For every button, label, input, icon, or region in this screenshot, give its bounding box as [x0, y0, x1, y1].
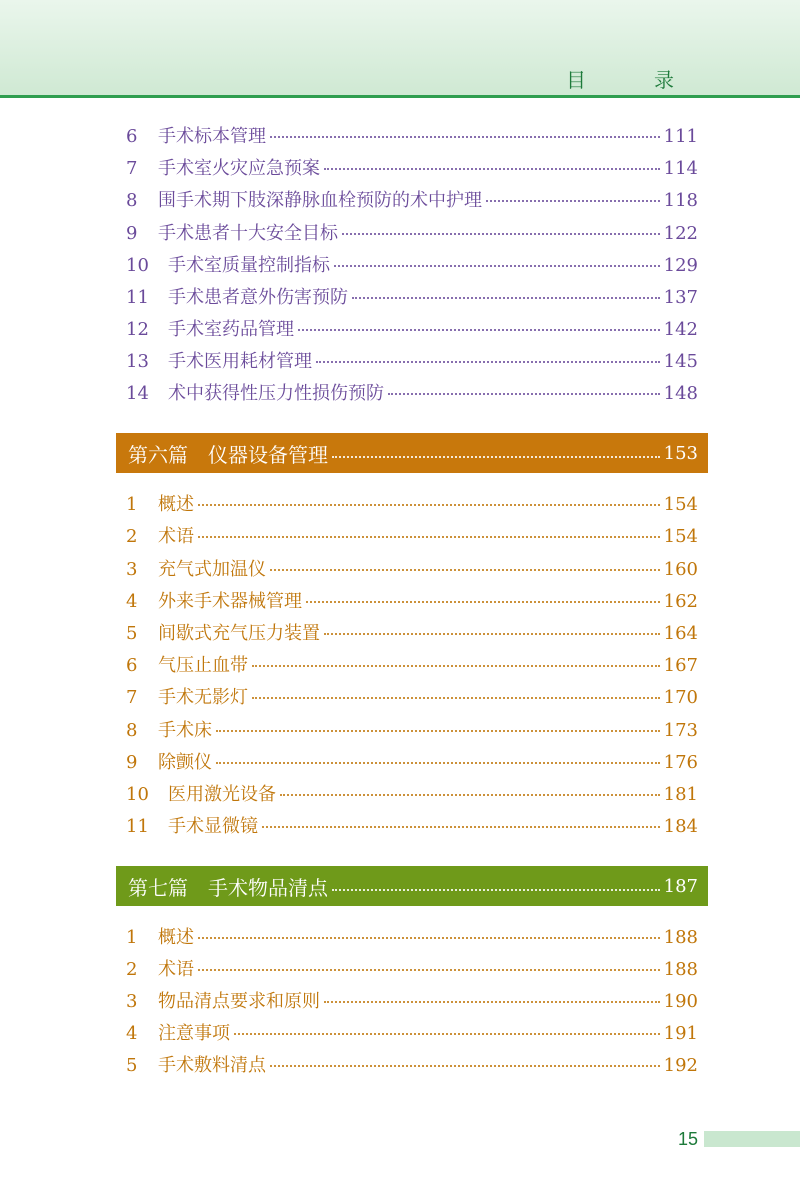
section-heading-6[interactable]: [116, 433, 708, 473]
toc-entry[interactable]: [126, 122, 698, 150]
entry-number: 11: [126, 816, 149, 837]
entry-number: 9: [126, 223, 138, 244]
entry-page: 164: [663, 623, 698, 644]
leader-dots: [352, 297, 660, 299]
leader-dots: [252, 697, 660, 699]
leader-dots: [334, 265, 660, 267]
entry-number: 14: [126, 383, 149, 404]
entry-title: 术中获得性压力性损伤预防: [168, 383, 384, 404]
section-page: 153: [663, 442, 698, 464]
entry-number: 5: [126, 623, 138, 644]
entry-title: 手术敷料清点: [158, 1055, 266, 1076]
toc-entry[interactable]: [126, 186, 698, 214]
entry-page: 188: [663, 927, 698, 948]
leader-dots: [316, 361, 660, 363]
entry-page: 191: [663, 1023, 698, 1044]
entry-page: 145: [663, 351, 698, 372]
toc-entry[interactable]: [126, 748, 698, 776]
entry-number: 4: [126, 1023, 138, 1044]
entry-number: 3: [126, 991, 138, 1012]
leader-dots: [270, 569, 660, 571]
toc-entry[interactable]: [126, 555, 698, 583]
entry-number: 8: [126, 190, 138, 211]
entry-title: 术语: [158, 526, 194, 547]
leader-dots: [306, 601, 660, 603]
toc-entry[interactable]: [126, 1051, 698, 1079]
entry-title: 外来手术器械管理: [158, 591, 302, 612]
page-number: 15: [678, 1129, 699, 1149]
leader-dots: [198, 536, 660, 538]
entry-number: 8: [126, 720, 138, 741]
entry-page: 118: [663, 190, 698, 211]
toc-entry[interactable]: [126, 283, 698, 311]
entry-page: 137: [663, 287, 698, 308]
entry-title: 充气式加温仪: [158, 559, 266, 580]
toc-entry[interactable]: [126, 716, 698, 744]
entry-page: 154: [663, 526, 698, 547]
entry-number: 11: [126, 287, 149, 308]
entry-title: 手术患者意外伤害预防: [168, 287, 348, 308]
toc-entry[interactable]: [126, 587, 698, 615]
entry-title: 医用激光设备: [168, 784, 276, 805]
entry-page: 184: [663, 816, 698, 837]
entry-number: 3: [126, 559, 138, 580]
entry-number: 1: [126, 494, 138, 515]
entry-page: 173: [663, 720, 698, 741]
entry-title: 手术无影灯: [158, 687, 248, 708]
leader-dots: [216, 762, 660, 764]
entry-number: 6: [126, 126, 138, 147]
entry-number: 4: [126, 591, 138, 612]
entry-page: 181: [663, 784, 698, 805]
entry-page: 142: [663, 319, 698, 340]
entry-title: 气压止血带: [158, 655, 248, 676]
leader-dots: [324, 168, 660, 170]
entry-page: 170: [663, 687, 698, 708]
leader-dots: [234, 1033, 660, 1035]
entry-page: 129: [663, 255, 698, 276]
header-rule: [0, 95, 800, 98]
entry-title: 概述: [158, 927, 194, 948]
leader-dots: [388, 393, 660, 395]
section-title: 第七篇 手术物品清点: [128, 875, 328, 900]
entry-title: 术语: [158, 959, 194, 980]
leader-dots: [280, 794, 660, 796]
entry-title: 手术显微镜: [168, 816, 258, 837]
entry-title: 除颤仪: [158, 752, 212, 773]
entry-page: 160: [663, 559, 698, 580]
entry-number: 5: [126, 1055, 138, 1076]
entry-page: 162: [663, 591, 698, 612]
toc-entry[interactable]: [126, 780, 698, 808]
entry-page: 192: [663, 1055, 698, 1076]
leader-dots: [262, 826, 660, 828]
entry-title: 概述: [158, 494, 194, 515]
leader-dots: [270, 1065, 660, 1067]
entry-number: 10: [126, 784, 149, 805]
entry-title: 间歇式充气压力装置: [158, 623, 320, 644]
leader-dots: [252, 665, 660, 667]
leader-dots: [198, 504, 660, 506]
toc-entry[interactable]: [126, 923, 698, 951]
toc-entry[interactable]: [126, 683, 698, 711]
entry-number: 7: [126, 687, 138, 708]
entry-page: 114: [663, 158, 698, 179]
entry-number: 12: [126, 319, 149, 340]
toc-entry[interactable]: [126, 522, 698, 550]
entry-page: 167: [663, 655, 698, 676]
entry-number: 7: [126, 158, 138, 179]
leader-dots: [324, 1001, 660, 1003]
leader-dots: [216, 730, 660, 732]
entry-page: 190: [663, 991, 698, 1012]
toc-entry[interactable]: [126, 379, 698, 407]
entry-page: 148: [663, 383, 698, 404]
entry-title: 手术床: [158, 720, 212, 741]
entry-page: 154: [663, 494, 698, 515]
toc-entry[interactable]: [126, 490, 698, 518]
leader-dots: [298, 329, 660, 331]
leader-dots: [332, 456, 660, 458]
leader-dots: [332, 889, 660, 891]
entry-number: 9: [126, 752, 138, 773]
entry-title: 手术医用耗材管理: [168, 351, 312, 372]
leader-dots: [324, 633, 660, 635]
entry-number: 1: [126, 927, 138, 948]
toc-entry[interactable]: [126, 812, 698, 840]
toc-entry[interactable]: [126, 955, 698, 983]
toc-entry[interactable]: [126, 1019, 698, 1047]
entry-title: 物品清点要求和原则: [158, 991, 320, 1012]
section-title: 第六篇 仪器设备管理: [128, 442, 328, 467]
entry-number: 13: [126, 351, 149, 372]
entry-title: 手术室质量控制指标: [168, 255, 330, 276]
toc-entry[interactable]: [126, 154, 698, 182]
toc-entry[interactable]: [126, 315, 698, 343]
entry-title: 手术患者十大安全目标: [158, 223, 338, 244]
entry-page: 122: [663, 223, 698, 244]
entry-page: 111: [663, 126, 698, 147]
leader-dots: [486, 200, 660, 202]
leader-dots: [342, 233, 660, 235]
toc-entry[interactable]: [126, 987, 698, 1015]
entry-title: 手术标本管理: [158, 126, 266, 147]
page-header-title: 目 录: [566, 68, 698, 92]
toc-entry[interactable]: [126, 347, 698, 375]
toc-entry[interactable]: [126, 651, 698, 679]
footer-band: [704, 1131, 800, 1147]
entry-number: 2: [126, 959, 138, 980]
entry-title: 手术室火灾应急预案: [158, 158, 320, 179]
leader-dots: [270, 136, 660, 138]
entry-page: 188: [663, 959, 698, 980]
entry-page: 176: [663, 752, 698, 773]
leader-dots: [198, 969, 660, 971]
toc-entry[interactable]: [126, 251, 698, 279]
entry-number: 6: [126, 655, 138, 676]
entry-title: 注意事项: [158, 1023, 230, 1044]
entry-title: 围手术期下肢深静脉血栓预防的术中护理: [158, 190, 482, 211]
entry-number: 10: [126, 255, 149, 276]
section-page: 187: [663, 875, 698, 897]
entry-number: 2: [126, 526, 138, 547]
toc-entry[interactable]: [126, 619, 698, 647]
toc-entry[interactable]: [126, 219, 698, 247]
section-heading-7[interactable]: [116, 866, 708, 906]
entry-title: 手术室药品管理: [168, 319, 294, 340]
leader-dots: [198, 937, 660, 939]
